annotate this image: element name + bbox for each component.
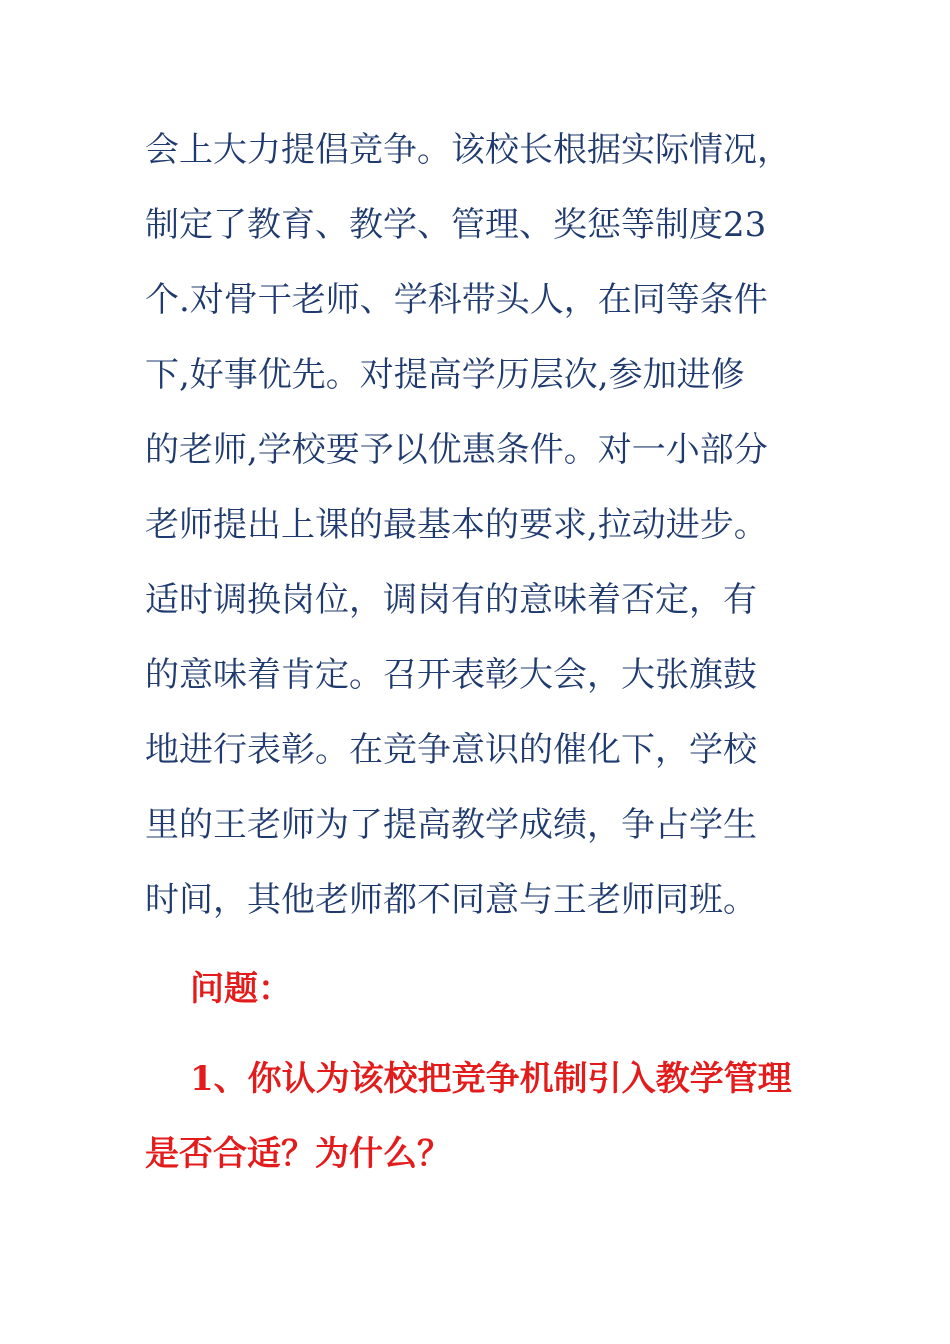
paragraph-line: 个.对骨干老师、学科带头人，在同等条件 <box>145 280 768 320</box>
question-1-line: 1、你认为该校把竞争机制引入教学管理 <box>190 1059 792 1099</box>
paragraph-line: 时间，其他老师都不同意与王老师同班。 <box>145 880 757 920</box>
question-1-line: 是否合适？为什么？ <box>145 1134 451 1174</box>
paragraph-line: 的老师,学校要予以优惠条件。对一小部分 <box>145 430 768 470</box>
paragraph-line: 会上大力提倡竞争。该校长根据实际情况， <box>145 130 791 170</box>
paragraph-line: 制定了教育、教学、管理、奖惩等制度23 <box>145 205 767 245</box>
question-heading: 问题： <box>190 969 292 1009</box>
paragraph-line: 的意味着肯定。召开表彰大会，大张旗鼓 <box>145 655 757 695</box>
paragraph-line: 下,好事优先。对提高学历层次,参加进修 <box>145 355 745 395</box>
paragraph-line: 里的王老师为了提高教学成绩，争占学生 <box>145 805 757 845</box>
paragraph-line: 老师提出上课的最基本的要求,拉动进步。 <box>145 505 768 545</box>
paragraph-line: 适时调换岗位，调岗有的意味着否定，有 <box>145 580 757 620</box>
paragraph-line: 地进行表彰。在竞争意识的催化下，学校 <box>145 730 757 770</box>
